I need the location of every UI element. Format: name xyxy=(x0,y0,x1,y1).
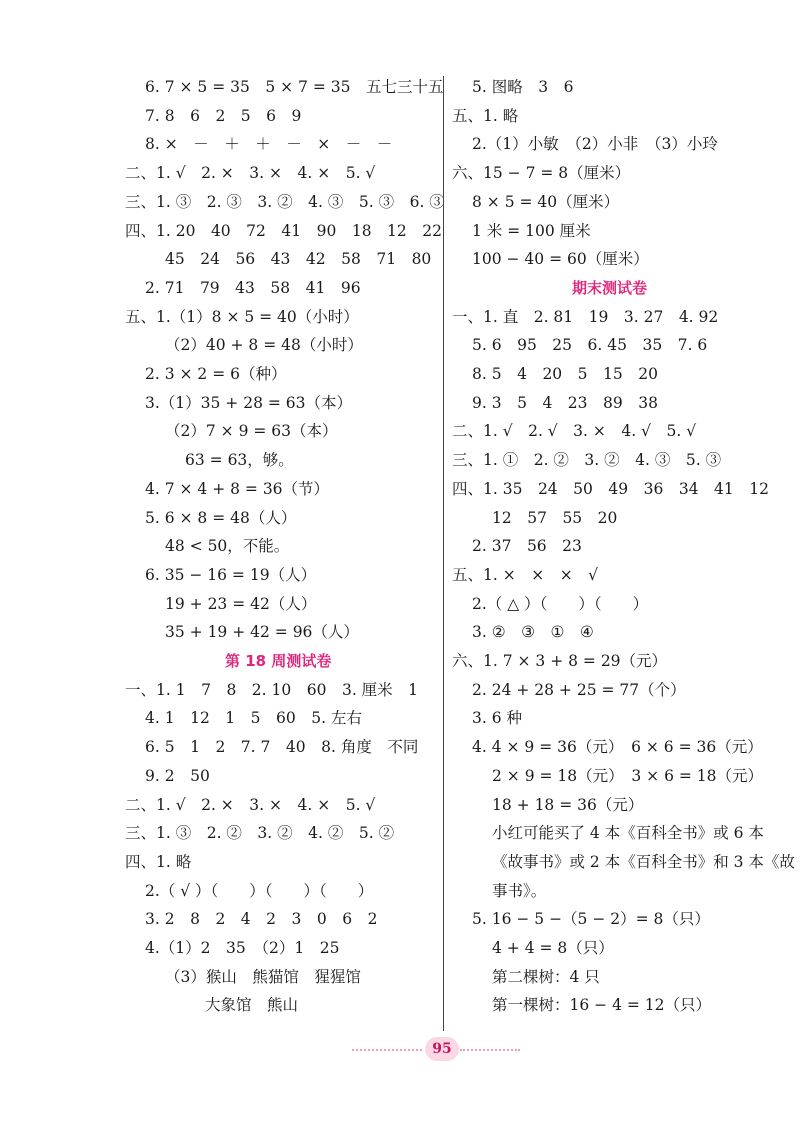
answer-line: 第二棵树：4 只 xyxy=(492,967,600,986)
answer-line: 4. 7 × 4 + 8 = 36（节） xyxy=(145,479,330,498)
answer-line: 2. 3 × 2 = 6（种） xyxy=(145,365,287,383)
answer-line: 二、1. √ 2. √ 3. × 4. √ 5. √ xyxy=(452,422,697,441)
answer-line: 6. 5 1 2 7. 7 40 8. 角度 不同 xyxy=(145,738,419,757)
answer-line: 5. 6 95 25 6. 45 35 7. 6 xyxy=(472,336,708,355)
answer-line: 12 57 55 20 xyxy=(492,508,618,527)
answer-line: 2.（ △ ）（ ）（ ） xyxy=(472,594,649,613)
answer-line: 4.（1）2 35 （2）1 25 xyxy=(145,939,340,957)
answer-line: 3.（1）35 + 28 = 63（本） xyxy=(145,393,353,412)
answer-line: 7. 8 6 2 5 6 9 xyxy=(145,106,302,125)
answer-line: 四、1. 略 xyxy=(125,852,192,871)
answer-line: 18 + 18 = 36（元） xyxy=(492,795,644,814)
answer-line: （2）40 + 8 = 48（小时） xyxy=(165,336,363,355)
answer-line: 2 × 9 = 18（元） 3 × 6 = 18（元） xyxy=(492,766,764,785)
answer-line: 35 + 19 + 42 = 96（人） xyxy=(165,623,359,642)
footer-dots-right xyxy=(460,1049,520,1051)
answer-line: 4 + 4 = 8（只） xyxy=(492,939,614,957)
answer-line: 五、1. 略 xyxy=(452,106,519,125)
answer-line: 六、15 − 7 = 8（厘米） xyxy=(452,164,631,183)
answer-line: 6. 35 − 16 = 19（人） xyxy=(145,565,317,584)
answer-line: 4. 4 × 9 = 36（元） 6 × 6 = 36（元） xyxy=(472,738,763,757)
page-footer xyxy=(0,1036,800,1064)
answer-line: 《故事书》或 2 本《百科全书》和 3 本《故 xyxy=(492,852,795,871)
answer-line: 二、1. √ 2. × 3. × 4. × 5. √ xyxy=(125,164,376,183)
section-heading: 期末测试卷 xyxy=(572,278,648,297)
answer-line: 2.（1）小敏 （2）小非 （3）小玲 xyxy=(472,135,718,154)
answer-line: 6. 7 × 5 = 35 5 × 7 = 35 五七三十五 xyxy=(145,78,444,96)
answer-line: 二、1. √ 2. × 3. × 4. × 5. √ xyxy=(125,795,376,814)
answer-line: 五、1. × × × √ xyxy=(452,565,599,584)
answer-line: 2. 24 + 28 + 25 = 77（个） xyxy=(472,680,686,699)
answer-line: 五、1.（1）8 × 5 = 40（小时） xyxy=(125,307,359,326)
answer-line: 六、1. 7 × 3 + 8 = 29（元） xyxy=(452,652,668,670)
answer-line: 1 米 = 100 厘米 xyxy=(472,221,591,240)
column-divider xyxy=(443,76,444,1031)
answer-line: 63 = 63，够。 xyxy=(185,451,294,470)
section-heading: 第 18 周测试卷 xyxy=(225,652,332,670)
answer-line: 第一棵树：16 − 4 = 12（只） xyxy=(492,996,711,1015)
answer-line: 2. 37 56 23 xyxy=(472,537,582,556)
answer-line: 四、1. 20 40 72 41 90 18 12 22 xyxy=(125,221,443,240)
answer-line: 9. 3 5 4 23 89 38 xyxy=(472,393,658,412)
footer-dots-left xyxy=(352,1049,422,1051)
answer-line: 2. 71 79 43 58 41 96 xyxy=(145,278,361,297)
answer-line: 19 + 23 = 42（人） xyxy=(165,594,317,613)
answer-line: 8. × － ＋ ＋ － × － － xyxy=(145,135,393,154)
answer-line: 9. 2 50 xyxy=(145,766,210,785)
answer-line: 三、1. ③ 2. ② 3. ② 4. ② 5. ② xyxy=(125,824,395,843)
answer-line: 小红可能买了 4 本《百科全书》或 6 本 xyxy=(492,824,764,843)
answer-line: 5. 图略 3 6 xyxy=(472,78,574,96)
answer-line: 5. 16 − 5 −（5 − 2）= 8（只） xyxy=(472,910,710,929)
answer-line: 2.（ √ ）（ ）（ ）（ ） xyxy=(145,881,374,900)
answer-line: 3. 6 种 xyxy=(472,709,523,728)
answer-line: 大象馆 熊山 xyxy=(205,996,299,1015)
answer-line: 8 × 5 = 40（厘米） xyxy=(472,192,620,211)
answer-line: 100 − 40 = 60（厘米） xyxy=(472,250,649,269)
answer-line: 三、1. ③ 2. ③ 3. ② 4. ③ 5. ③ 6. ③ xyxy=(125,192,445,211)
answer-line: 事书》。 xyxy=(492,881,547,900)
answer-line: （2）7 × 9 = 63（本） xyxy=(165,422,338,441)
answer-line: （3）猴山 熊猫馆 猩猩馆 xyxy=(165,967,361,986)
answer-line: 3. ② ③ ① ④ xyxy=(472,623,594,642)
answer-line: 一、1. 1 7 8 2. 10 60 3. 厘米 1 xyxy=(125,680,419,699)
answer-line: 45 24 56 43 42 58 71 80 xyxy=(165,250,432,269)
answer-line: 5. 6 × 8 = 48（人） xyxy=(145,508,297,527)
answer-line: 8. 5 4 20 5 15 20 xyxy=(472,365,658,383)
answer-line: 4. 1 12 1 5 60 5. 左右 xyxy=(145,709,362,728)
answer-line: 3. 2 8 2 4 2 3 0 6 2 xyxy=(145,910,378,929)
answer-line: 一、1. 直 2. 81 19 3. 27 4. 92 xyxy=(452,307,719,326)
answer-line: 48 < 50，不能。 xyxy=(165,537,290,556)
answer-line: 三、1. ① 2. ② 3. ② 4. ③ 5. ③ xyxy=(452,451,722,470)
answer-line: 四、1. 35 24 50 49 36 34 41 12 xyxy=(452,479,770,498)
page-number: 95 xyxy=(425,1037,459,1061)
